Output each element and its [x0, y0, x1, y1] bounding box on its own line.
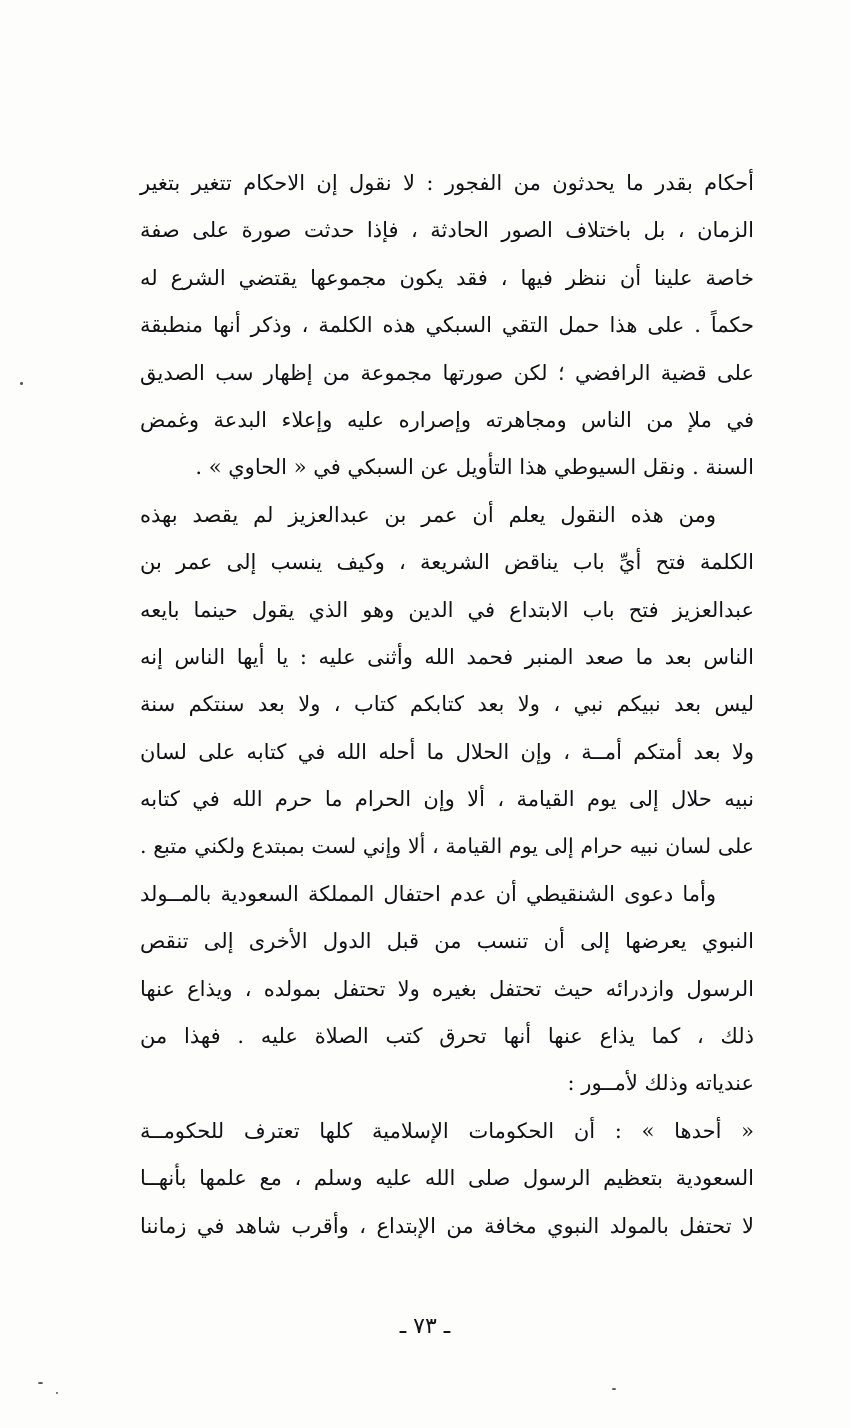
body-text: [140, 160, 754, 1250]
paragraph-start-line: ومن هذه النقول يعلم أن عمر بن عبدالعزيز لم يقصد بهذه: [140, 502, 716, 527]
text-line: الزمان ، بل باختلاف الصور الحادثة ، فإذا حدثت صورة على صفة: [140, 218, 754, 243]
scan-speck: [56, 1392, 58, 1394]
text-line: في ملإ من الناس ومجاهرته وإصراره عليه وإعلاء البدعة وغمض: [140, 407, 754, 432]
text-line: خاصة علينا أن ننظر فيها ، فقد يكون مجموعها يقتضي الشرع له: [140, 265, 754, 290]
scan-speck: [38, 1382, 43, 1384]
paragraph-start-line: وأما دعوى الشنقيطي أن عدم احتفال المملكة السعودية بالمــولد: [140, 881, 716, 906]
paragraph-start-line: « أحدها » : أن الحكومات الإسلامية كلها تعترف للحكومــة: [140, 1118, 754, 1143]
page-number: ـ ٧٣ ـ: [399, 1314, 451, 1339]
text-line: حكماً . على هذا حمل التقي السبكي هذه الكلمة ، وذكر أنها منطبقة: [140, 313, 754, 338]
text-line: النبوي يعرضها إلى أن تنسب من قبل الدول الأخرى إلى تنقص: [140, 929, 754, 954]
text-line: ليس بعد نبيكم نبي ، ولا بعد كتابكم كتاب ، ولا بعد سنتكم سنة: [140, 692, 754, 717]
text-line: الكلمة فتح أيِّ باب يناقض الشريعة ، وكيف ينسب إلى عمر بن: [140, 550, 754, 575]
text-line: أحكام بقدر ما يحدثون من الفجور : لا نقول إن الاحكام تتغير بتغير: [140, 171, 754, 195]
text-line: الناس بعد ما صعد المنبر فحمد الله وأثنى عليه : يا أيها الناس إنه: [140, 644, 754, 669]
scan-speck: [612, 1388, 616, 1390]
paragraph-end-line: السنة . ونقل السيوطي هذا التأويل عن السبكي في « الحاوي » .: [195, 455, 754, 480]
scan-speck: [20, 382, 23, 385]
paragraph-end-line: عندياته وذلك لأمــور :: [567, 1071, 754, 1096]
text-line: لا تحتفل بالمولد النبوي مخافة من الإبتداع ، وأقرب شاهد في زماننا: [140, 1213, 754, 1238]
text-line: ذلك ، كما يذاع عنها أنها تحرق كتب الصلاة عليه . فهذا من: [140, 1024, 754, 1049]
paragraph-end-line: على لسان نبيه حرام إلى يوم القيامة ، ألا وإني لست بمبتدع ولكني متبع .: [140, 834, 754, 859]
text-line: السعودية بتعظيم الرسول صلى الله عليه وسلم ، مع علمها بأنهــا: [140, 1166, 754, 1191]
text-line: عبدالعزيز فتح باب الابتداع في الدين وهو الذي يقول حينما بايعه: [140, 597, 754, 622]
text-line: نبيه حلال إلى يوم القيامة ، ألا وإن الحرام ما حرم الله في كتابه: [140, 787, 754, 812]
text-line: على قضية الرافضي ؛ لكن صورتها مجموعة من إظهار سب الصديق: [140, 360, 754, 385]
text-line: الرسول وازدرائه حيث تحتفل بغيره ولا تحتفل بمولده ، ويذاع عنها: [140, 976, 754, 1001]
text-line: ولا بعد أمتكم أمــة ، وإن الحلال ما أحله الله في كتابه على لسان: [140, 739, 754, 764]
